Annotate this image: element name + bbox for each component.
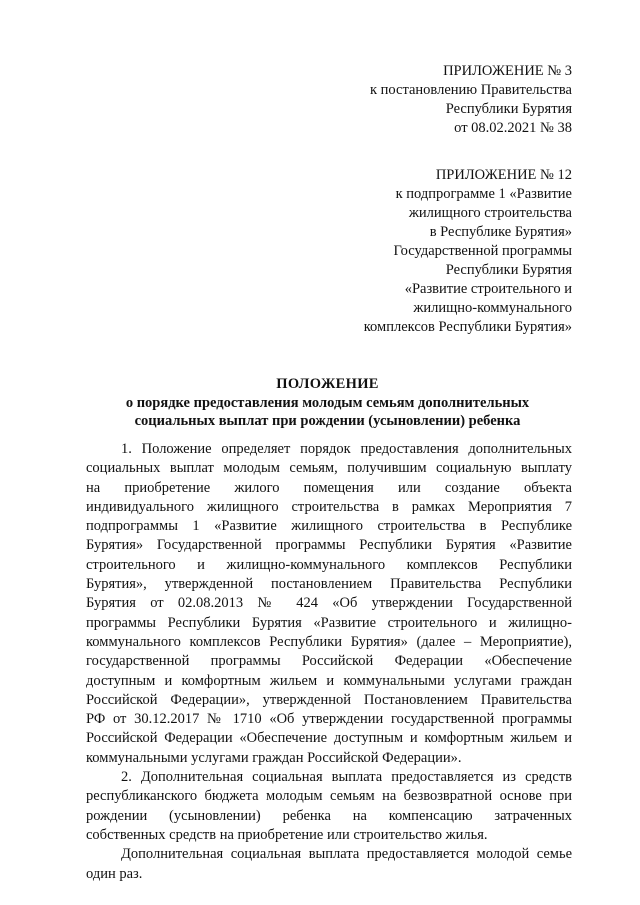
document-title-block [70,375,585,431]
body-line: РФ от 30.12.2017 № 1710 «Об утверждении государственной программы [86,711,572,728]
appendix-3-line: от 08.02.2021 № 38 [454,120,572,136]
body-line: государственной программы Российской Федерации «Обеспечение [86,653,572,670]
body-line: социальных выплат молодым семьям, получившим социальную выплату [86,460,572,477]
body-line: собственных средств на приобретение или строительство жилья. [86,826,488,843]
appendix-3-line: ПРИЛОЖЕНИЕ № 3 [443,63,572,79]
body-line: рождении (усыновлении) ребенка на компенсацию затраченных [86,807,572,824]
appendix-12-line: «Развитие строительного и [404,281,572,297]
body-line: Бурятия от 02.08.2013 № 424 «Об утверждении Государственной [86,595,572,612]
body-line: республиканского бюджета молодым семьям на безвозвратной основе при [86,788,572,805]
body-line: Российской Федерации «Обеспечение доступным и комфортным жильем и [86,730,572,747]
document-subtitle-line: о порядке предоставления молодым семьям дополнительных [125,394,530,411]
appendix-3-line: к постановлению Правительства [370,82,572,98]
body-line: Российской Федерации», утвержденной Постановлением Правительства [86,691,572,708]
body-line: один раз. [86,865,143,882]
appendix-12-line: жилищного строительства [408,205,572,221]
document-body [86,440,572,884]
appendix-3-header [370,62,572,138]
body-line: коммунального комплексов Республики Бурятия» (далее – Мероприятие), [86,633,572,650]
appendix-12-line: жилищно-коммунального [413,300,572,316]
body-line: 1. Положение определяет порядок предоставления дополнительных [121,441,572,457]
appendix-12-header [364,166,572,337]
body-line: программы Республики Бурятия «Развитие строительного и жилищно- [86,614,572,631]
appendix-12-line: в Республике Бурятия» [429,224,572,240]
document-title: ПОЛОЖЕНИЕ [276,376,379,392]
appendix-3-line: Республики Бурятия [445,101,572,117]
appendix-12-line: комплексов Республики Бурятия» [363,319,572,335]
body-line: на приобретение жилого помещения или создание объекта [86,479,572,496]
body-line: Дополнительная социальная выплата предоставляется молодой семье [121,846,572,863]
body-line: строительного и жилищно-коммунального комплексов Республики [86,556,572,573]
appendix-12-line: к подпрограмме 1 «Развитие [395,186,572,202]
body-line: индивидуального жилищного строительства в рамках Мероприятия 7 [86,498,572,515]
appendix-12-line: Республики Бурятия [445,262,572,278]
body-line: доступным и комфортным жильем и коммунальными услугами граждан [86,672,572,689]
appendix-12-line: Государственной программы [393,243,572,259]
document-subtitle-line: социальных выплат при рождении (усыновлении) ребенка [134,413,521,429]
body-line: 2. Дополнительная социальная выплата предоставляется из средств [121,769,572,786]
body-line: подпрограммы 1 «Развитие жилищного строительства в Республике [86,518,572,535]
appendix-12-line: ПРИЛОЖЕНИЕ № 12 [435,167,572,183]
body-line: Бурятия» Государственной программы Республики Бурятия «Развитие [86,537,572,554]
body-line: Бурятия», утвержденной постановлением Правительства Республики [86,576,572,593]
body-line: коммунальными услугами граждан Российской Федерации». [86,749,462,766]
